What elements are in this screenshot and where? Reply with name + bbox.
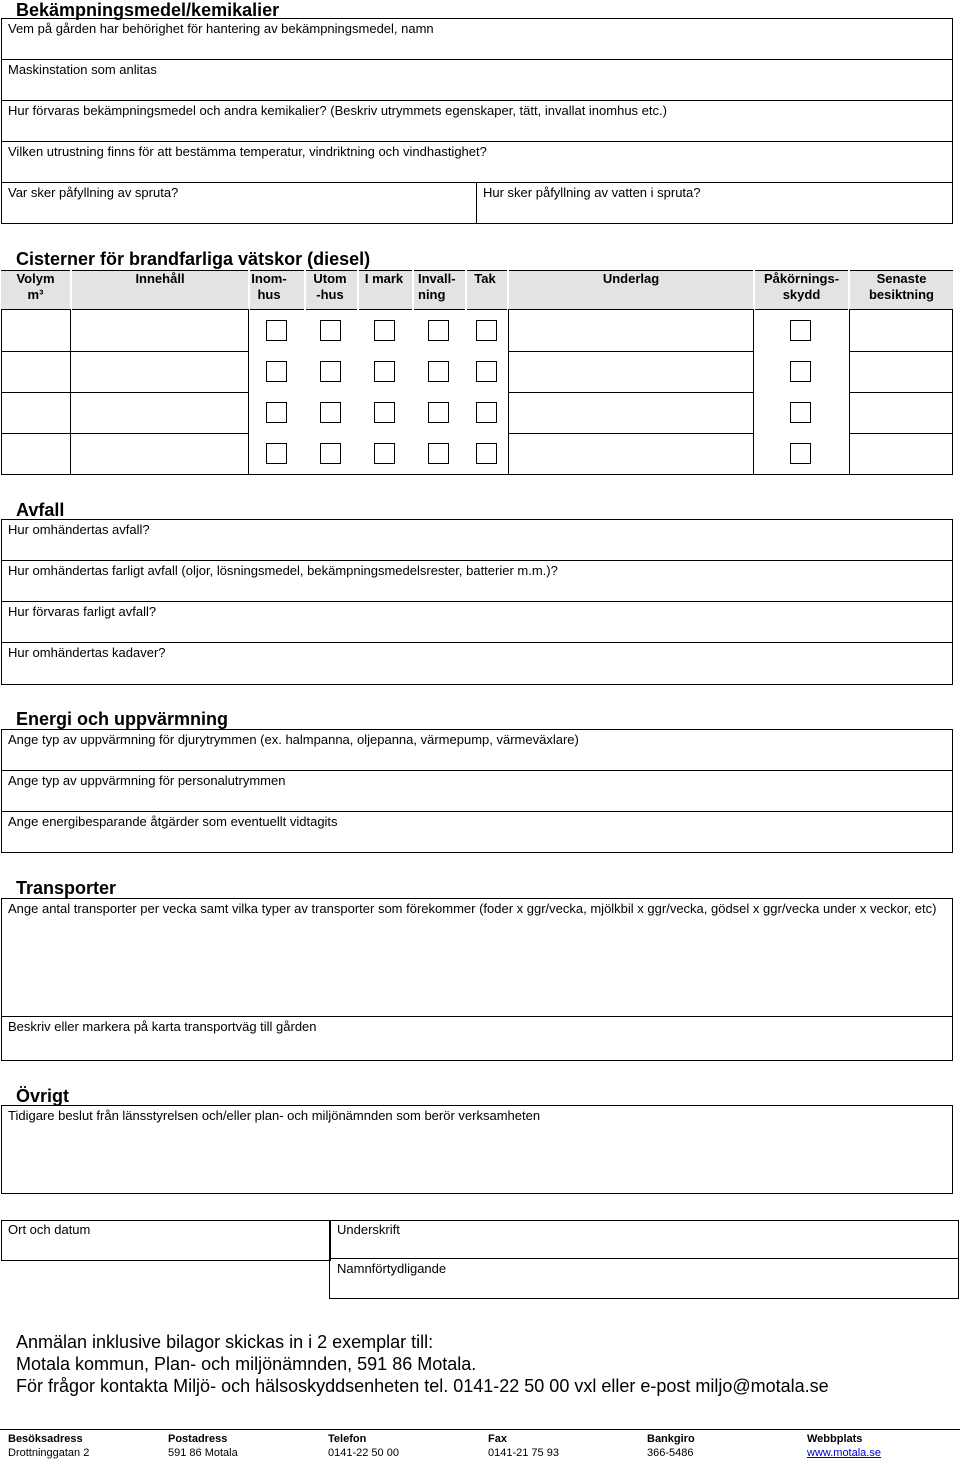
checkbox-roof-row1[interactable] [476, 320, 497, 341]
fill-location-field[interactable]: Var sker påfyllning av spruta? [8, 185, 179, 200]
th-bunded: Invall- ning [418, 271, 456, 302]
footer-divider [0, 1429, 960, 1430]
energy-box [1, 729, 953, 853]
footer-giro-label: Bankgiro [647, 1433, 695, 1445]
th-collision: Påkörnings- skydd [763, 271, 840, 302]
th-roof: Tak [474, 271, 496, 286]
checkbox-indoor-row1[interactable] [266, 320, 287, 341]
checkbox-in-ground-row2[interactable] [374, 361, 395, 382]
checkbox-bunded-row3[interactable] [428, 402, 449, 423]
th-inspection: Senaste besiktning [868, 271, 934, 302]
pesticides-equipment-field[interactable]: Vilken utrustning finns för att bestämma temperatur, vindriktning och vindhastighet? [8, 144, 487, 159]
th-base: Underlag [602, 271, 660, 286]
checkbox-collision-row3[interactable] [790, 402, 811, 423]
divider [1, 1016, 953, 1017]
th-outdoor: Utom -hus [313, 271, 347, 302]
checkbox-bunded-row1[interactable] [428, 320, 449, 341]
place-date-field[interactable]: Ort och datum [8, 1222, 91, 1237]
submission-line-3: För frågor kontakta Miljö- och hälsoskyddsenheten tel. 0141-22 50 00 vxl eller e-post miljo@motala.se [16, 1376, 829, 1396]
waste-box [1, 519, 953, 685]
divider [508, 392, 753, 393]
footer-post-label: Postadress [168, 1433, 228, 1445]
divider [1, 560, 953, 561]
divider [1, 811, 953, 812]
footer-web-link[interactable]: www.motala.se [807, 1447, 881, 1459]
footer-post-value: 591 86 Motala [168, 1447, 238, 1459]
divider [508, 433, 753, 434]
hazardous-storage-field[interactable]: Hur förvaras farligt avfall? [8, 604, 157, 619]
divider [1, 182, 953, 183]
divider [1, 59, 953, 60]
submission-line-1: Anmälan inklusive bilagor skickas in i 2 exemplar till: [16, 1332, 434, 1352]
divider [476, 182, 477, 224]
pesticides-storage-field[interactable]: Hur förvaras bekämpningsmedel och andra kemikalier? (Beskriv utrymmets egenskaper, tätt, invallat inomhus etc.) [8, 103, 667, 118]
checkbox-indoor-row3[interactable] [266, 402, 287, 423]
animal-heating-field[interactable]: Ange typ av uppvärmning för djurytrymmen (ex. halmpanna, oljepanna, värmepump, värmeväxlare) [8, 732, 579, 747]
footer-fax-value: 0141-21 75 93 [488, 1447, 559, 1459]
staff-heating-field[interactable]: Ange typ av uppvärmning för personalutrymmen [8, 773, 286, 788]
checkbox-roof-row3[interactable] [476, 402, 497, 423]
footer-visit-label: Besöksadress [8, 1433, 83, 1445]
checkbox-outdoor-row2[interactable] [320, 361, 341, 382]
checkbox-outdoor-row3[interactable] [320, 402, 341, 423]
divider [849, 351, 953, 352]
pesticides-authorized-field[interactable]: Vem på gården har behörighet för hantering av bekämpningsmedel, namn [8, 21, 434, 36]
th-indoor: Inom- hus [251, 271, 287, 302]
hazardous-waste-field[interactable]: Hur omhändertas farligt avfall (oljor, lösningsmedel, bekämpningsmedelsrester, batterier m.m.)? [8, 563, 558, 578]
divider [1, 770, 953, 771]
checkbox-collision-row1[interactable] [790, 320, 811, 341]
footer-phone-value: 0141-22 50 00 [328, 1447, 399, 1459]
checkbox-roof-row4[interactable] [476, 443, 497, 464]
tanks-title: Cisterner för brandfarliga vätskor (diesel) [16, 249, 371, 269]
footer-visit-value: Drottninggatan 2 [8, 1447, 90, 1459]
footer-fax-label: Fax [488, 1433, 507, 1445]
checkbox-roof-row2[interactable] [476, 361, 497, 382]
checkbox-collision-row4[interactable] [790, 443, 811, 464]
transport-route-field[interactable]: Beskriv eller markera på karta transportväg till gården [8, 1019, 317, 1034]
checkbox-collision-row2[interactable] [790, 361, 811, 382]
name-clarification-field[interactable]: Namnförtydligande [337, 1261, 447, 1276]
checkbox-outdoor-row4[interactable] [320, 443, 341, 464]
checkbox-bunded-row2[interactable] [428, 361, 449, 382]
energy-saving-field[interactable]: Ange energibesparande åtgärder som eventuellt vidtagits [8, 814, 338, 829]
footer-web-label: Webbplats [807, 1433, 863, 1445]
pesticides-contractor-field[interactable]: Maskinstation som anlitas [8, 62, 157, 77]
signature-box [329, 1220, 959, 1299]
checkbox-indoor-row2[interactable] [266, 361, 287, 382]
previous-decisions-field[interactable]: Tidigare beslut från länsstyrelsen och/eller plan- och miljönämnden som berör verksamheten [8, 1108, 541, 1123]
transport-count-field[interactable]: Ange antal transporter per vecka samt vilka typer av transporter som förekommer (foder x ggr/vecka, mjölkbil x ggr/vecka, gödsel x ggr/vecka under x veckor, etc) [8, 901, 937, 916]
divider [1, 433, 248, 434]
submission-line-2: Motala kommun, Plan- och miljönämnden, 591 86 Motala. [16, 1354, 477, 1374]
waste-handling-field[interactable]: Hur omhändertas avfall? [8, 522, 150, 537]
checkbox-bunded-row4[interactable] [428, 443, 449, 464]
divider [248, 309, 249, 475]
pesticides-title: Bekämpningsmedel/kemikalier [16, 0, 280, 20]
th-content: Innehåll [135, 271, 185, 286]
checkbox-outdoor-row1[interactable] [320, 320, 341, 341]
fill-water-field[interactable]: Hur sker påfyllning av vatten i spruta? [483, 185, 701, 200]
checkbox-indoor-row4[interactable] [266, 443, 287, 464]
divider [849, 433, 953, 434]
divider [329, 1258, 959, 1259]
transport-box [1, 898, 953, 1061]
checkbox-in-ground-row4[interactable] [374, 443, 395, 464]
divider [753, 309, 754, 475]
divider [1, 351, 248, 352]
footer-giro-value: 366-5486 [647, 1447, 694, 1459]
checkbox-in-ground-row3[interactable] [374, 402, 395, 423]
other-title: Övrigt [16, 1086, 70, 1106]
divider [508, 351, 753, 352]
divider [849, 392, 953, 393]
footer-phone-label: Telefon [328, 1433, 367, 1445]
divider [1, 392, 248, 393]
checkbox-in-ground-row1[interactable] [374, 320, 395, 341]
waste-title: Avfall [16, 500, 65, 520]
th-in-ground: I mark [364, 271, 404, 286]
th-volume: Volym m³ [16, 271, 55, 302]
transport-title: Transporter [16, 878, 117, 898]
signature-field[interactable]: Underskrift [337, 1222, 400, 1237]
energy-title: Energi och uppvärmning [16, 709, 229, 729]
divider [1, 141, 953, 142]
carcass-field[interactable]: Hur omhändertas kadaver? [8, 645, 166, 660]
divider [1, 642, 953, 643]
divider [1, 100, 953, 101]
divider [1, 601, 953, 602]
